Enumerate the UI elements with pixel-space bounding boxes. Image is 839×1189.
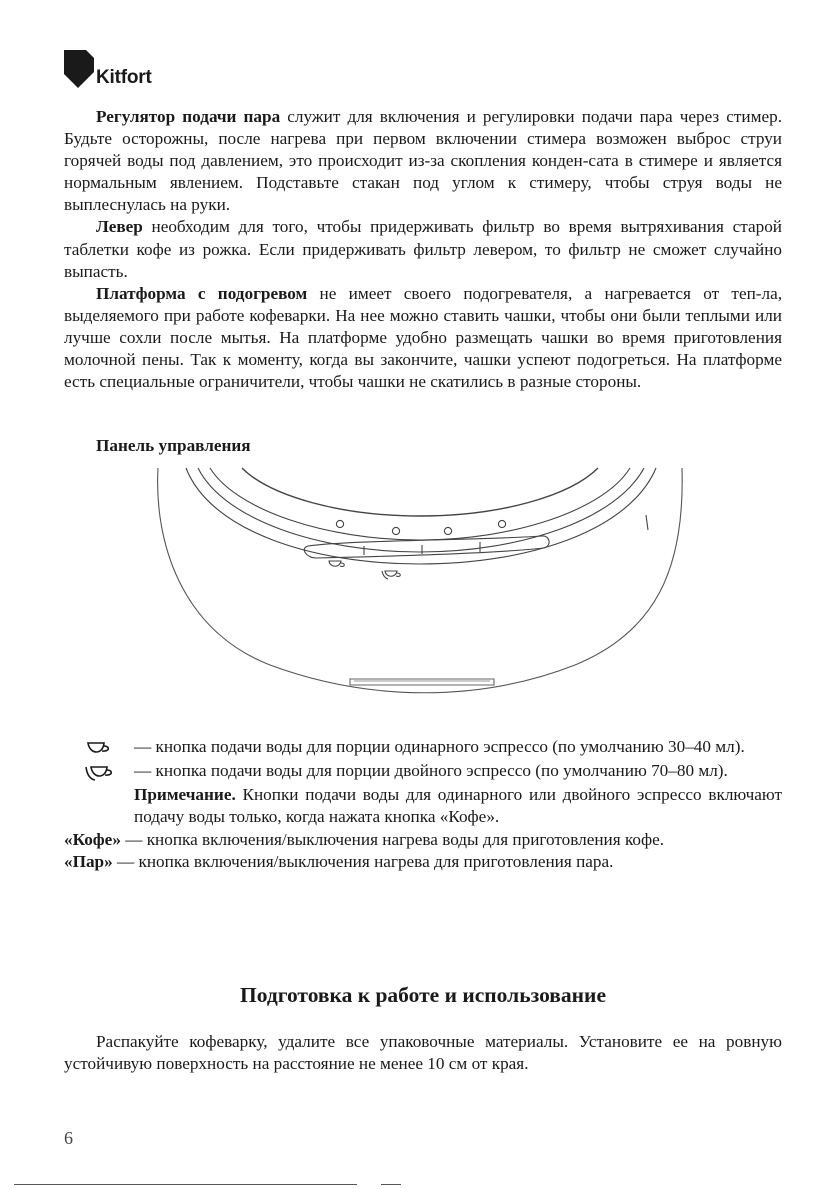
single-cup-icon [85, 740, 113, 760]
brand-name: Kitfort [96, 67, 152, 88]
single-espresso-description: — кнопка подачи воды для порции одинарного эспрессо (по умолчанию 30–40 мл). [134, 737, 745, 756]
indicator-light [336, 520, 343, 527]
note-label: Примечание. [134, 785, 236, 804]
coffee-label: «Кофе» [64, 829, 121, 849]
warming-platform-text: не имеет своего подогревателя, а нагревается от теп-ла, выделяемого при работе кофеварки. На нее можно ставить чашки, чтобы они были теплыми или лучше сохли после мытья. На платформе удобно размещать чашки во время приготовления молочной пены. Так к моменту, когда вы закончите, чашки успеют подогреться. На платформе есть специальные ограничители, чтобы чашки не скатились в разные стороны. [64, 283, 782, 392]
steam-regulator-paragraph [64, 106, 782, 216]
warming-platform-term: Платформа с подогревом [96, 283, 308, 303]
usage-section [64, 1031, 782, 1075]
double-espresso-description: — кнопка подачи воды для порции двойного эспрессо (по умолчанию 70–80 мл). [134, 761, 728, 780]
steam-label: «Пар» [64, 851, 113, 871]
indicator-light [392, 527, 399, 534]
warming-platform-paragraph [64, 283, 782, 393]
steam-regulator-text: служит для включения и регулировки подачи пара через стимер. Будьте осторожны, после нагрева при первом включении стимера возможен выброс струи горячей воды под давлением, это происходит из-за скопления конден-сата в стимере и является нормальным явлением. Подставьте стакан под углом к стимеру, чтобы струя воды не выплеснулась на руки. [64, 107, 782, 215]
kitfort-logo-icon [64, 50, 94, 90]
control-panel-illustration [150, 460, 690, 700]
button-legend [64, 736, 782, 873]
steam-button-description [64, 851, 782, 873]
legend-note [134, 784, 782, 829]
bottom-rule [14, 1184, 357, 1185]
bottom-rule-short [381, 1184, 401, 1185]
indicator-light [498, 520, 505, 527]
intro-section [64, 106, 782, 393]
legend-single-espresso [64, 736, 782, 760]
steam-text: — кнопка включения/выключения нагрева для приготовления пара. [112, 851, 614, 871]
lever-paragraph [64, 216, 782, 282]
lever-term: Левер [96, 217, 143, 237]
coffee-text: — кнопка включения/выключения нагрева воды для приготовления кофе. [120, 829, 665, 849]
legend-double-espresso [64, 760, 782, 784]
usage-paragraph: Распакуйте кофеварку, удалите все упаковочные материалы. Установите ее на ровную устойчивую поверхность на расстояние не менее 10 см от края. [64, 1032, 782, 1074]
control-panel-title: Панель управления [96, 436, 251, 455]
page-number: 6 [64, 1128, 73, 1148]
brand-logo [64, 50, 152, 90]
steam-regulator-term: Регулятор подачи пара [96, 107, 281, 126]
note-text: Кнопки подачи воды для одинарного или двойного эспрессо включают подачу воды только, когда нажата кнопка «Кофе». [134, 785, 782, 827]
double-cup-icon [83, 764, 115, 784]
lever-text: необходим для того, чтобы придерживать фильтр во время вытряхивания старой таблетки кофе из рожка. Если придерживать фильтр левером, то фильтр не сможет случайно выпасть. [64, 217, 782, 281]
panel-single-cup-icon [329, 561, 344, 566]
panel-double-cup-icon [382, 571, 400, 579]
coffee-button-description [64, 829, 782, 851]
indicator-light [444, 527, 451, 534]
section-heading: Подготовка к работе и использование [240, 983, 606, 1007]
